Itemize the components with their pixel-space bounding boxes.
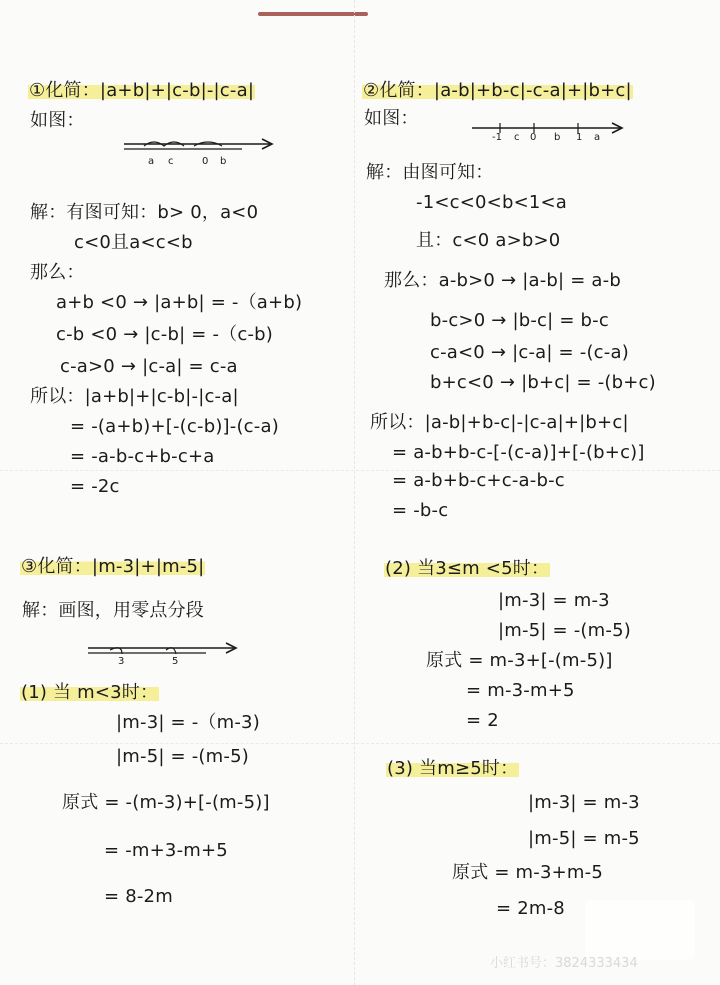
column-divider	[354, 0, 355, 985]
q3-number-line	[86, 640, 242, 674]
q2-result-3: = a-b+b-c+c-a-b-c	[392, 470, 565, 491]
q1-step-2: c-b <0 → |c-b| = -（c-b)	[56, 324, 274, 345]
q2-result-2: = a-b+b-c-[-(c-a)]+[-(b+c)]	[392, 442, 645, 463]
q2-step-2: b-c>0 → |b-c| = b-c	[430, 310, 609, 331]
q2-title: ②化简：|a-b|+b-c|-c-a|+|b+c|	[363, 80, 632, 101]
top-marker	[258, 12, 368, 16]
q1-sol-1: 解：有图可知：b> 0，a<0	[30, 202, 259, 223]
q3-case1-result-3: = 8-2m	[104, 886, 173, 907]
q2-result-1: 所以：|a-b|+b-c|-|c-a|+|b+c|	[370, 412, 629, 433]
q3-case1-line-1: |m-3| = -（m-3)	[116, 712, 260, 733]
q1-step-3: c-a>0 → |c-a| = c-a	[60, 356, 238, 377]
q1-result-1: 所以：|a+b|+|c-b|-|c-a|	[30, 386, 239, 407]
q3-case3-result-2: = 2m-8	[496, 898, 565, 919]
q3-case3-head: (3) 当m≥5时：	[387, 758, 519, 779]
q1-number-line	[122, 136, 278, 174]
q3-tick-5: 5	[172, 656, 179, 667]
watermark-cover	[585, 900, 695, 960]
watermark: 小红书号：3824333434	[490, 956, 638, 971]
q1-tick-b: b	[220, 156, 227, 167]
q1-tick-0: 0	[202, 156, 209, 167]
row-divider-2	[0, 743, 720, 744]
q3-case3-line-1: |m-3| = m-3	[528, 792, 640, 813]
q3-case3-result-1: 原式 = m-3+m-5	[452, 862, 603, 883]
q2-tick-b: b	[554, 132, 561, 143]
q1-tick-a: a	[148, 156, 155, 167]
q3-sol: 解：画图，用零点分段	[22, 600, 204, 621]
q1-result-4: = -2c	[70, 476, 120, 497]
q2-step-1: 那么：a-b>0 → |a-b| = a-b	[384, 270, 621, 291]
row-divider-1	[0, 470, 720, 471]
q2-step-4: b+c<0 → |b+c| = -(b+c)	[430, 372, 656, 393]
q1-step-1: a+b <0 → |a+b| = -（a+b)	[56, 292, 303, 313]
q2-result-4: = -b-c	[392, 500, 449, 521]
q3-case2-result-2: = m-3-m+5	[466, 680, 575, 701]
q3-case3-line-2: |m-5| = m-5	[528, 828, 640, 849]
q2-tick-a: a	[594, 132, 601, 143]
q2-number-line	[470, 120, 630, 154]
q3-case2-line-2: |m-5| = -(m-5)	[498, 620, 631, 641]
q3-case2-head: (2) 当3≤m <5时：	[385, 558, 550, 579]
q1-figure-label: 如图：	[30, 110, 85, 131]
q2-tick-c: c	[514, 132, 520, 143]
q1-sol-2: c<0且a<c<b	[74, 232, 193, 253]
q2-sol-1: 解：由图可知：	[366, 162, 494, 183]
q3-title: ③化简：|m-3|+|m-5|	[21, 556, 205, 577]
q2-figure-label: 如图：	[364, 108, 419, 129]
q3-case1-head: (1) 当 m<3时：	[21, 682, 159, 703]
q1-then: 那么：	[30, 262, 85, 283]
q1-title: ①化简：|a+b|+|c-b|-|c-a|	[29, 80, 255, 101]
q2-step-3: c-a<0 → |c-a| = -(c-a)	[430, 342, 629, 363]
q3-case2-result-1: 原式 = m-3+[-(m-5)]	[426, 650, 613, 671]
q3-case2-result-3: = 2	[466, 710, 499, 731]
q2-sol-3: 且：c<0 a>b>0	[416, 230, 561, 251]
q3-case1-result-1: 原式 = -(m-3)+[-(m-5)]	[62, 792, 270, 813]
q2-tick-neg1: -1	[492, 132, 502, 143]
q3-case2-line-1: |m-3| = m-3	[498, 590, 610, 611]
q1-result-2: = -(a+b)+[-(c-b)]-(c-a)	[70, 416, 279, 437]
q2-sol-2: -1<c<0<b<1<a	[416, 192, 568, 213]
q2-tick-1: 1	[576, 132, 583, 143]
q3-tick-3: 3	[118, 656, 125, 667]
q3-case1-line-2: |m-5| = -(m-5)	[116, 746, 249, 767]
q3-case1-result-2: = -m+3-m+5	[104, 840, 228, 861]
q1-result-3: = -a-b-c+b-c+a	[70, 446, 215, 467]
q2-tick-0: 0	[530, 132, 537, 143]
q1-tick-c: c	[168, 156, 174, 167]
